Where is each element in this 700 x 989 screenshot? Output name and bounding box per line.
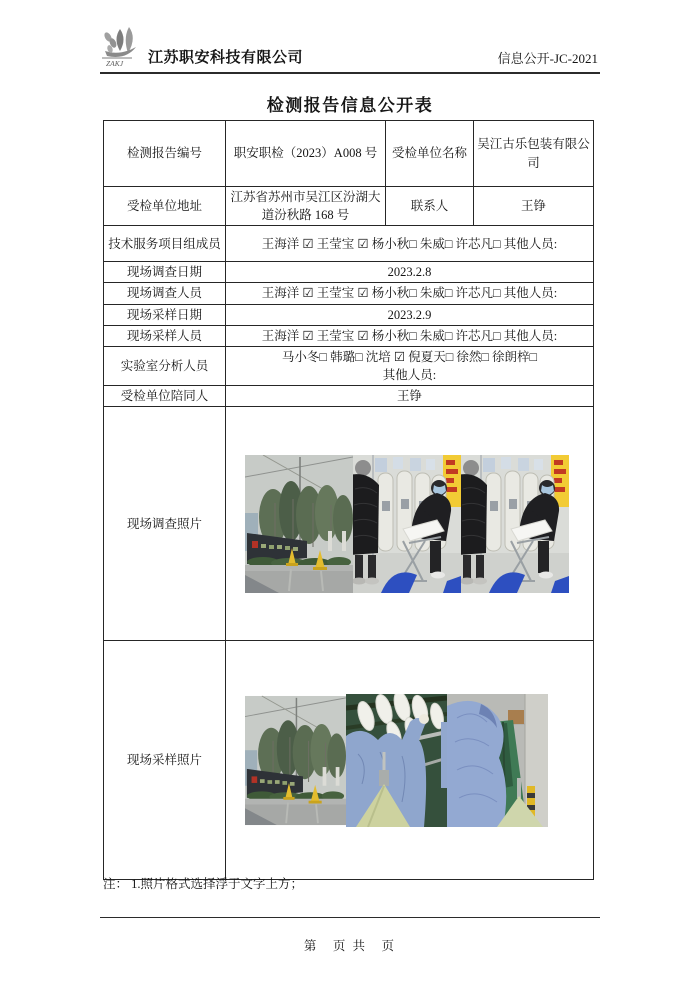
page-header xyxy=(100,26,600,74)
photo-sampling-yarn-machine xyxy=(346,694,447,827)
escort-value: 王铮 xyxy=(226,386,594,407)
sample-staff-label: 现场采样人员 xyxy=(104,325,226,346)
table-row xyxy=(104,641,594,880)
sample-photos-strip xyxy=(229,694,590,827)
sample-date-value: 2023.2.9 xyxy=(226,304,594,325)
table-row xyxy=(104,283,594,304)
escort-label: 受检单位陪同人 xyxy=(104,386,226,407)
footer-rule xyxy=(100,917,600,918)
lab-staff-label: 实验室分析人员 xyxy=(104,346,226,385)
unit-name-value: 吴江古乐包装有限公司 xyxy=(474,121,594,187)
table-row xyxy=(104,325,594,346)
sample-staff-checklist: 王海洋 ☑ 王莹宝 ☑ 杨小秋□ 朱威□ 许芯凡□ 其他人员: xyxy=(226,325,594,346)
company-name: 江苏职安科技有限公司 xyxy=(148,50,304,66)
sample-photos-label: 现场采样照片 xyxy=(104,641,226,880)
page-title: 检测报告信息公开表 xyxy=(266,96,434,115)
table-row xyxy=(104,386,594,407)
survey-photos-label: 现场调查照片 xyxy=(104,407,226,641)
contact-value: 王铮 xyxy=(474,187,594,226)
survey-staff-label: 现场调查人员 xyxy=(104,283,226,304)
table-row xyxy=(104,407,594,641)
table-row xyxy=(104,121,594,187)
survey-staff-checklist: 王海洋 ☑ 王莹宝 ☑ 杨小秋□ 朱威□ 许芯凡□ 其他人员: xyxy=(226,283,594,304)
footnote: 注： 1.照片格式选择浮于文字上方； xyxy=(103,877,304,891)
survey-photos-strip xyxy=(229,455,590,593)
photo-indoor-survey-writing-2 xyxy=(461,455,569,593)
photo-indoor-survey-writing xyxy=(353,455,461,593)
lab-staff-checklist xyxy=(226,346,594,385)
table-row xyxy=(104,226,594,262)
report-no-label: 检测报告编号 xyxy=(104,121,226,187)
table-row xyxy=(104,304,594,325)
svg-text:ZAKJ: ZAKJ xyxy=(106,59,124,68)
table-row xyxy=(104,262,594,283)
sample-photos-cell xyxy=(226,641,594,880)
photo-factory-entrance xyxy=(245,455,353,593)
photo-factory-entrance-2 xyxy=(245,694,346,827)
page-number-text: 第 页 共 页 xyxy=(303,939,397,953)
report-no-value: 职安职检（2023）A008 号 xyxy=(226,121,386,187)
survey-date-value: 2023.2.8 xyxy=(226,262,594,283)
unit-addr-label: 受检单位地址 xyxy=(104,187,226,226)
lab-staff-line2: 其他人员: xyxy=(382,367,437,382)
table-row xyxy=(104,346,594,385)
survey-date-label: 现场调查日期 xyxy=(104,262,226,283)
lab-staff-line1: 马小冬□ 韩璐□ 沈培 ☑ 倪夏天□ 徐然□ 徐朗梓□ xyxy=(281,349,538,364)
sample-date-label: 现场采样日期 xyxy=(104,304,226,325)
team-label: 技术服务项目组成员 xyxy=(104,226,226,262)
company-logo-icon xyxy=(100,26,146,68)
photo-sampling-corridor xyxy=(447,694,548,827)
report-info-table xyxy=(103,120,594,880)
unit-addr-value: 江苏省苏州市吴江区汾湖大道汾秋路 168 号 xyxy=(226,187,386,226)
unit-name-label: 受检单位名称 xyxy=(386,121,474,187)
table-row xyxy=(104,187,594,226)
team-checklist: 王海洋 ☑ 王莹宝 ☑ 杨小秋□ 朱威□ 许芯凡□ 其他人员: xyxy=(226,226,594,262)
contact-label: 联系人 xyxy=(386,187,474,226)
document-code: 信息公开-JC-2021 xyxy=(497,51,598,66)
survey-photos-cell xyxy=(226,407,594,641)
